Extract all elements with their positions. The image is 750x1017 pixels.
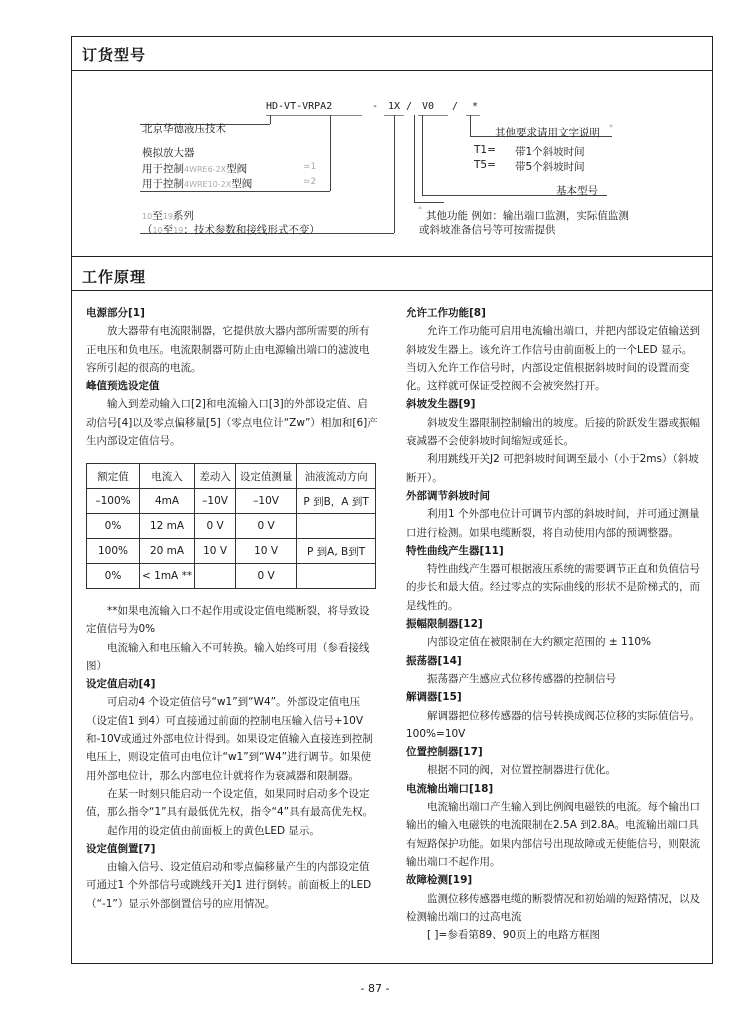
table-cell: 0 V <box>236 514 297 539</box>
position-controller-heading: 位置控制器[17] <box>406 746 483 759</box>
table-cell: 10 V <box>195 539 236 564</box>
ordering-title: 订货型号 <box>82 46 147 64</box>
table-header-cell: 额定值 <box>87 464 140 489</box>
table-cell: –10V <box>236 489 297 514</box>
leader-ctrl-h <box>140 191 330 192</box>
series-mid: 至 <box>152 210 163 222</box>
setpoint-table <box>86 463 376 589</box>
t1-code: T1= <box>474 144 496 156</box>
table-cell: 100% <box>87 539 140 564</box>
oscillator-heading: 振荡器[14] <box>406 654 462 667</box>
t5-text: 带5个斜坡时间 <box>515 161 585 173</box>
series-note-mid: 至 <box>162 224 174 236</box>
peak-preset-heading: 峰值预选设定值 <box>86 380 160 393</box>
setpoint-start-text-3: 起作用的设定值由前面板上的黄色LED 显示。 <box>107 824 320 837</box>
ctrl1-label <box>142 161 247 176</box>
ctrl1-prefix: 用于控制 <box>142 163 184 175</box>
series-note-open: （ <box>142 224 153 236</box>
leader-other-v <box>470 115 471 136</box>
title-rule-2 <box>71 290 713 291</box>
ramp-generator-text-1: 斜坡发生器限制控制输出的坡度。后接的阶跃发生器或振幅衰减器不会使斜坡时间缩短或延长。 <box>406 416 700 448</box>
basic-model-label: 基本型号 <box>556 185 598 197</box>
leader-ctrl-v <box>330 115 331 191</box>
external-ramp-heading: 外部调节斜坡时间 <box>406 489 490 502</box>
ctrl2-suffix: 型阀 <box>231 178 253 190</box>
page-number: - 87 - <box>360 982 390 995</box>
leader-maker-v <box>270 115 271 124</box>
code-v0: V0 <box>422 101 435 112</box>
table-cell: P 到B，A 到T <box>297 489 376 514</box>
table-header-cell: 设定值测量 <box>236 464 297 489</box>
left-column-top <box>86 304 378 450</box>
input-conversion-note: 电流输入和电压输入不可转换。输入始终可用（参看接线图） <box>86 641 370 672</box>
curve-generator-heading: 特性曲线产生器[11] <box>406 544 504 557</box>
power-supply-text: 放大器带有电流限制器，它提供放大器内部所需要的所有正电压和负电压。电流限制器可防止由电源输出端口的滤波电容所引起的很高的电流。 <box>86 325 370 374</box>
series-a: 10 <box>142 212 153 221</box>
ctrl2-code: =2 <box>303 177 317 187</box>
leader-func-h <box>414 202 444 203</box>
table-cell: 4mA <box>140 489 195 514</box>
ctrl2-model: 4WRE10-2X <box>184 180 232 189</box>
setpoint-invert-heading: 设定值倒置[7] <box>86 842 156 855</box>
series-label <box>142 208 194 223</box>
code-underline-1 <box>266 115 362 116</box>
peak-preset-text: 输入到差动输入口[2]和电流输入口[3]的外部设定值、启动信号[4]以及零点偏移量[5]（零点电位计“Zw”）相加和[6]产生内部设定值信号。 <box>86 398 378 448</box>
curve-generator-text: 特性曲线产生器可根据液压系统的需要调节正直和负值信号的步长和最大值。经过零点的实际曲线的形状不是阶梯式的，而是线性的。 <box>406 563 700 612</box>
amplitude-limiter-text: 内部设定值在被限制在大约额定范围的 ± 110% <box>427 636 651 649</box>
table-cell: < 1mA ** <box>140 564 195 589</box>
fault-detection-heading: 故障检测[19] <box>406 874 473 887</box>
fault-detection-text: 监测位移传感器电缆的断裂情况和初始端的短路情况，以及检测输出端口的过高电流 <box>406 892 700 923</box>
amp-label: 模拟放大器 <box>142 147 195 159</box>
demodulator-heading: 解调器[15] <box>406 691 462 704</box>
table-cell <box>297 514 376 539</box>
table-row <box>87 489 376 514</box>
enable-heading: 允许工作功能[8] <box>406 307 486 319</box>
right-column <box>406 304 702 944</box>
setpoint-start-heading: 设定值启动[4] <box>86 678 156 691</box>
table-header-cell: 电流入 <box>140 464 195 489</box>
ctrl1-code: =1 <box>303 162 317 172</box>
ctrl2-label <box>142 176 252 191</box>
current-output-text: 电流输出端口产生输入到比例阀电磁铁的电流。每个输出口输出的输入电磁铁的电流限制在2.5A 到2.8A。电流输出端口具有短路保护功能。如果内部信号出现故障或无使能信号，则限流输出端口不起作用。 <box>406 801 700 868</box>
table-cell: 20 mA <box>140 539 195 564</box>
code-slash-1: / <box>406 101 413 112</box>
oscillator-text: 振荡器产生感应式位移传感器的控制信号 <box>427 672 616 685</box>
series-note <box>142 222 320 237</box>
table-cell: 0 V <box>236 564 297 589</box>
ctrl1-model: 4WRE6-2X <box>184 165 227 174</box>
table-cell: P 到A, B到T <box>297 539 376 564</box>
code-star: * <box>472 101 479 112</box>
table-header-cell: 油液流动方向 <box>297 464 376 489</box>
amplitude-limiter-heading: 振幅限制器[12] <box>406 618 483 631</box>
title-rule-1 <box>71 70 713 71</box>
func-line-1: 其他功能 例如：输出端口监测，实际值监测 <box>426 210 629 222</box>
leader-series-v <box>394 115 395 233</box>
table-cell: 0 V <box>195 514 236 539</box>
table-header-cell: 差动入 <box>195 464 236 489</box>
maker-label: 北京华德液压技术 <box>142 123 226 135</box>
demodulator-text: 解调器把位移传感器的信号转换成阀芯位移的实际值信号。100%=10V <box>406 709 700 740</box>
ramp-generator-heading: 斜坡发生器[9] <box>406 398 476 411</box>
table-cell: 0% <box>87 564 140 589</box>
leader-basic-v <box>422 115 423 195</box>
current-input-note: **如果电流输入口不起作用或设定值电缆断裂，将导致设定值信号为0% <box>86 605 370 636</box>
series-b: 19 <box>162 212 173 221</box>
table-cell: 12 mA <box>140 514 195 539</box>
func-line-2: 或斜坡准备信号等可按需提供 <box>419 224 556 236</box>
code-dash: - <box>372 101 379 112</box>
setpoint-invert-text: 由输入信号、设定值启动和零点偏移量产生的内部设定值可通过1 个外部信号或跳线开关J1 进行倒转。前面板上的LED（“-1”）显示外部倒置信号的应用情况。 <box>86 861 372 910</box>
leader-func-v <box>414 115 415 202</box>
table-header-row <box>87 464 376 489</box>
setpoint-start-text-2: 在某一时刻只能启动一个设定值，如果同时启动多个设定值，那么指令“1”具有最低优先权，指令“4”具有最高优先权。 <box>86 787 374 819</box>
setpoint-start-text-1: 可启动4 个设定值信号“w1”到“W4”。外部设定值电压（设定值1 到4）可直接通过前面的控制电压输入信号+10V 和-10V或通过外部电位计得到。如果设定值输入直接连到控制电压上，则设定值可由电位计“w1”到“W4”进行调节。如果使用外部电位计，那么内部电位计就将作为衰减器和限制器。 <box>86 696 373 782</box>
series-note-a: 10 <box>152 226 163 235</box>
series-suffix: 系列 <box>172 210 194 222</box>
table-cell: 0% <box>87 514 140 539</box>
current-output-heading: 电流输出端口[18] <box>406 782 494 795</box>
table-cell: 10 V <box>236 539 297 564</box>
ctrl1-suffix: 型阀 <box>226 163 248 175</box>
section-rule <box>71 256 713 257</box>
code-model: HD-VT-VRPA2 <box>266 101 333 112</box>
external-ramp-text: 利用1 个外部电位计可调节内部的斜坡时间，并可通过测量口进行检测。如果电缆断裂，将自动使用内部的预调整器。 <box>406 508 700 539</box>
code-series: 1X <box>388 101 401 112</box>
table-cell: –100% <box>87 489 140 514</box>
block-diagram-reference: [ ]=参看第89、90页上的电路方框图 <box>427 929 601 942</box>
t5-code: T5= <box>474 159 496 171</box>
left-column-bottom <box>86 602 378 913</box>
other-mark: * <box>609 123 613 132</box>
other-label: 其他要求请用文字说明 <box>495 127 600 139</box>
table-row <box>87 539 376 564</box>
enable-text: 允许工作功能可启用电流输出端口，并把内部设定值输送到斜坡发生器上。该允许工作信号由前面板上的一个LED 显示。当切入允许工作信号时，内部设定值根据斜坡时间的设置而变化。这样就可保证受控阀不会被突然打开。 <box>406 325 700 393</box>
position-controller-text: 根据不同的阀，对位置控制器进行优化。 <box>427 764 616 777</box>
series-note-b: 19 <box>173 226 184 235</box>
power-supply-heading: 电源部分[1] <box>86 307 145 319</box>
table-cell: –10V <box>195 489 236 514</box>
table-row <box>87 514 376 539</box>
code-underline-4 <box>466 115 480 116</box>
table-cell <box>195 564 236 589</box>
ctrl2-prefix: 用于控制 <box>142 178 184 190</box>
table-cell <box>297 564 376 589</box>
func-mark: * <box>418 205 422 214</box>
t1-text: 带1个斜坡时间 <box>515 146 585 158</box>
principle-title: 工作原理 <box>82 268 147 286</box>
ramp-generator-text-2: 利用跳线开关J2 可把斜坡时间调至最小（小于2ms）（斜坡断开）。 <box>406 453 699 484</box>
series-note-rest: ：技术参数和接线形式不变） <box>183 224 320 236</box>
table-row <box>87 564 376 589</box>
code-slash-2: / <box>452 101 459 112</box>
